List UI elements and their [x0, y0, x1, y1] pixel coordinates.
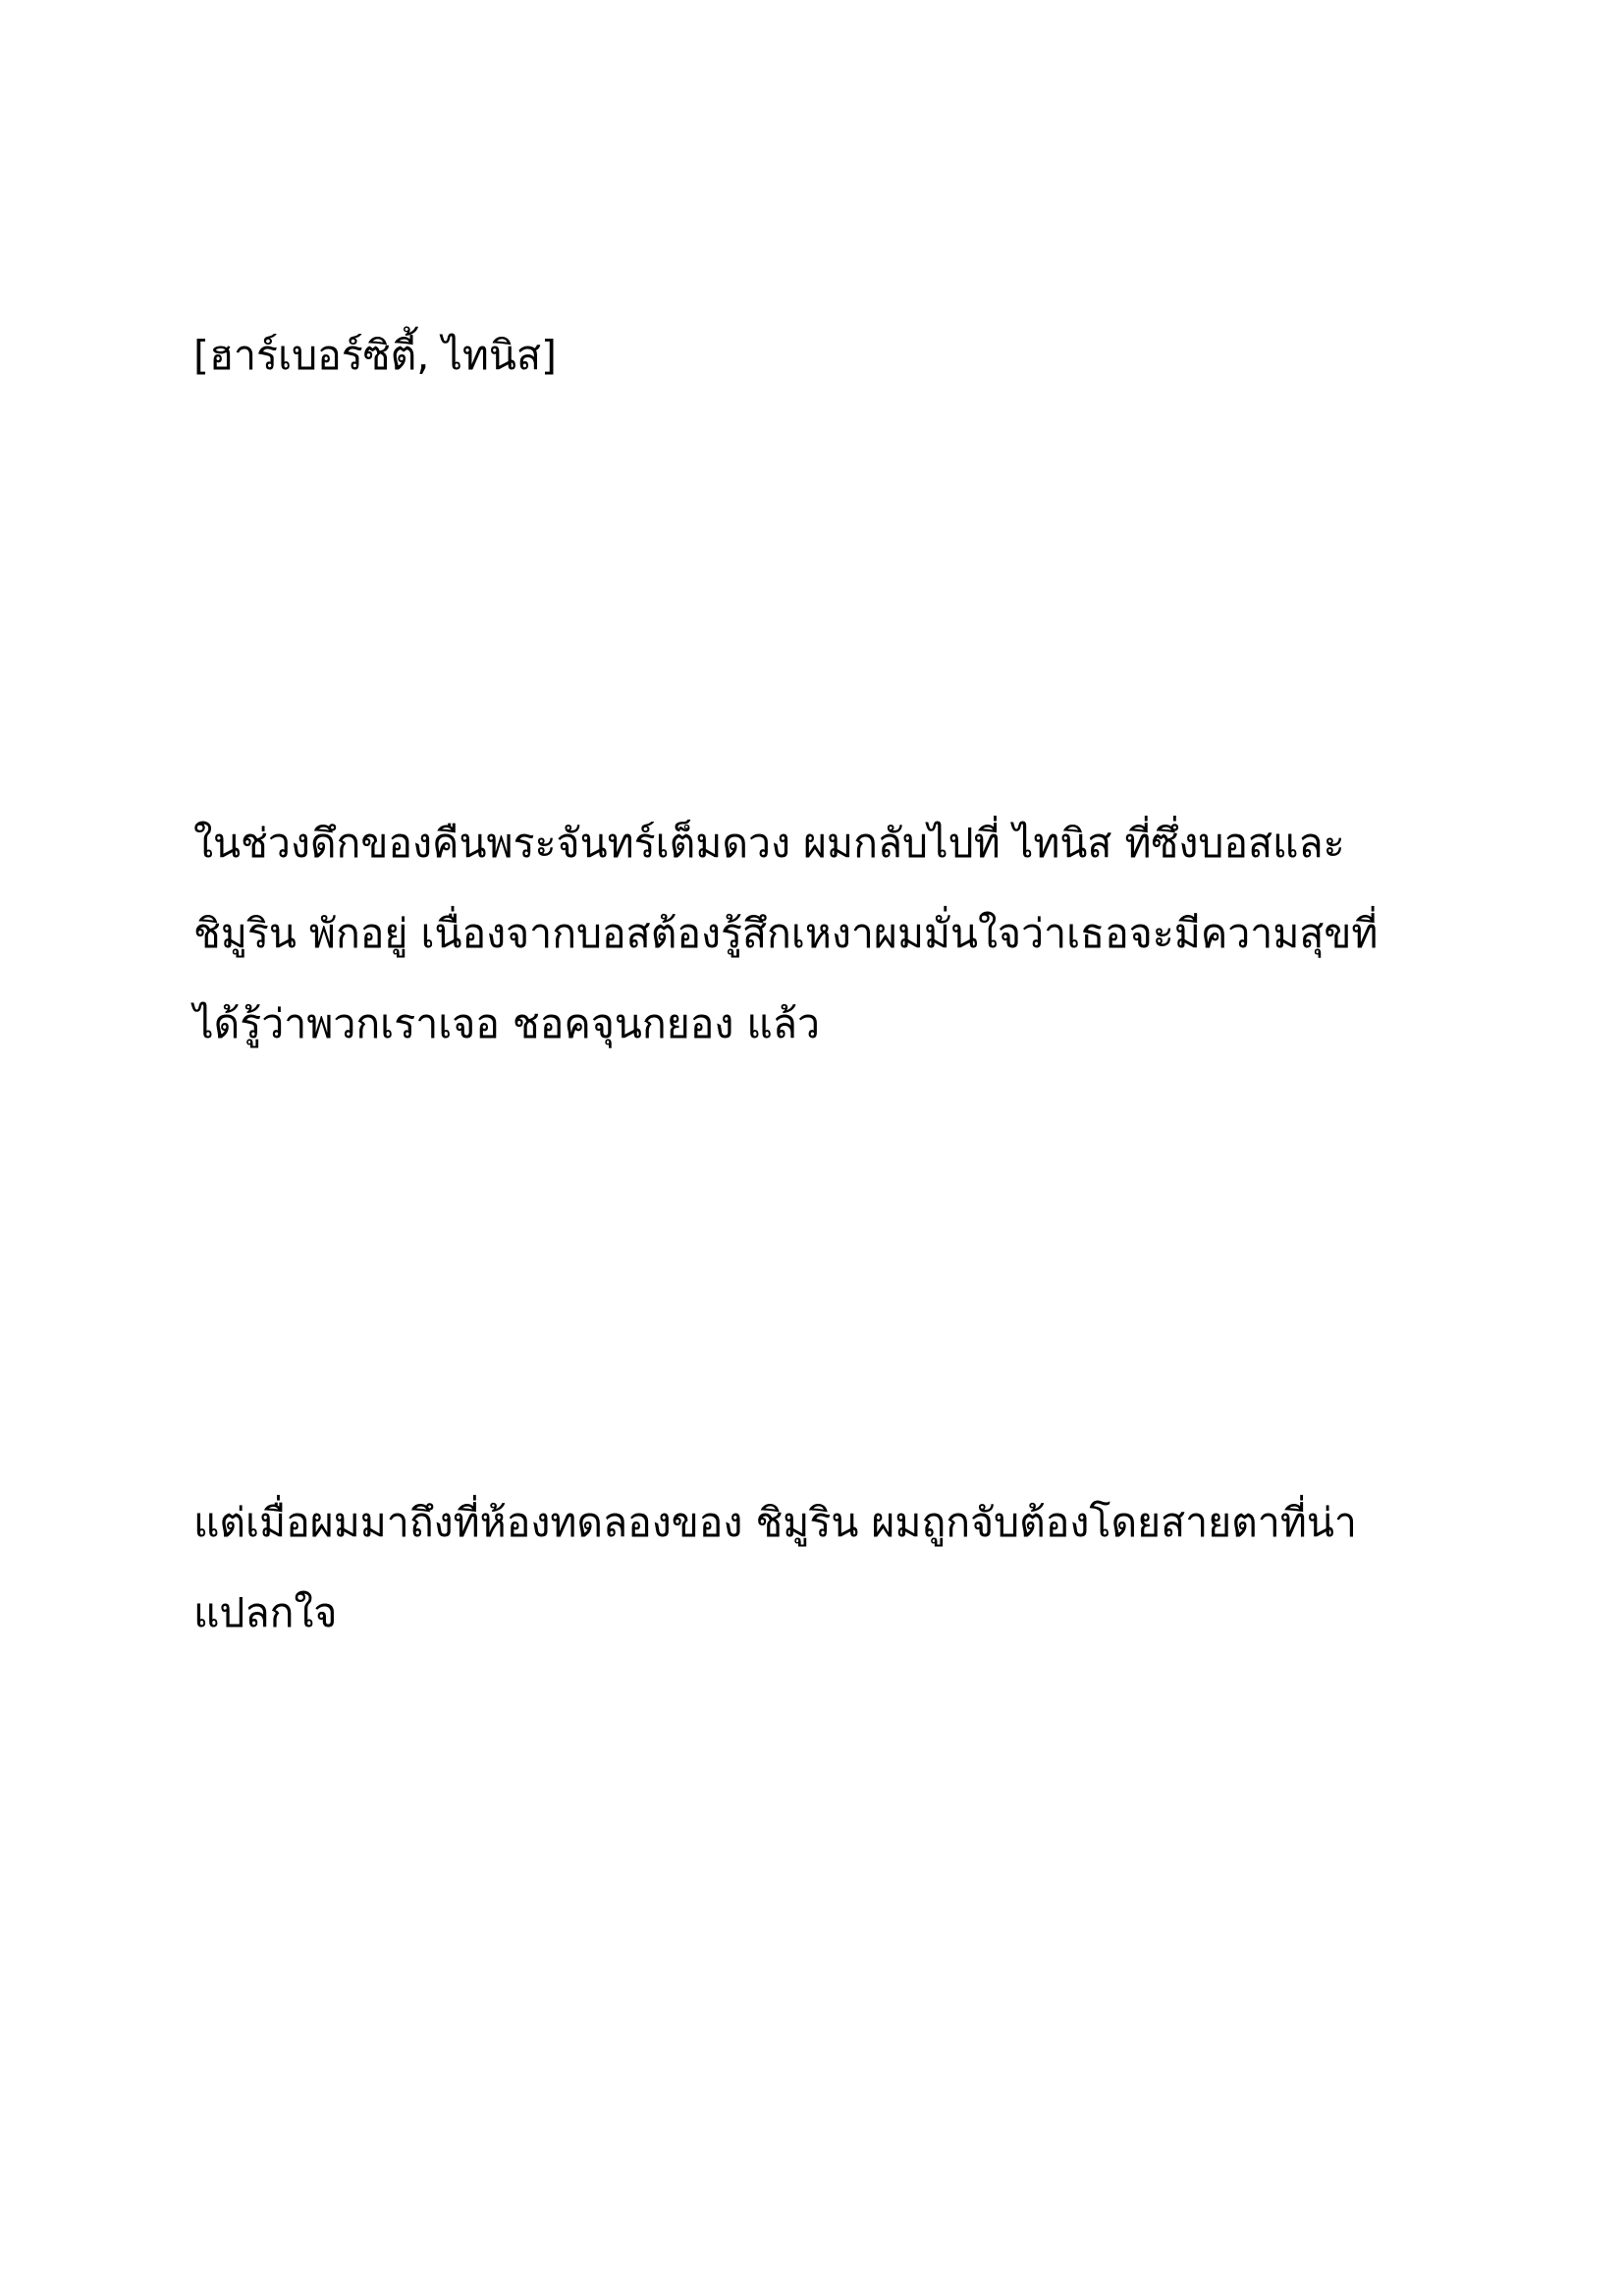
paragraph-laboratory	[193, 1477, 1431, 1658]
heading-line: [ฮาร์เบอร์ซิตี้, ไทนิส]	[193, 332, 557, 379]
location-heading	[193, 310, 1431, 400]
paragraph-line: ในช่วงดึกของคืนพระจันทร์เต็มดวง ผมกลับไปที่ ไทนิส ที่ซึ่งบอสและ	[193, 820, 1345, 867]
paragraph-arrival	[193, 798, 1431, 1069]
paragraph-line: ได้รู้ว่าพวกเราเจอ ชอคจุนกยอง แล้ว	[193, 1000, 820, 1047]
paragraph-line: แปลกใจ	[193, 1589, 338, 1636]
paragraph-line: ชิมูริน พักอยู่ เนื่องจากบอสต้องรู้สึกเหงาผมมั่นใจว่าเธอจะมีความสุขที่	[193, 910, 1379, 957]
paragraph-line: แต่เมื่อผมมาถึงที่ห้องทดลองของ ชิมูริน ผมถูกจับต้องโดยสายตาที่น่า	[193, 1499, 1357, 1546]
